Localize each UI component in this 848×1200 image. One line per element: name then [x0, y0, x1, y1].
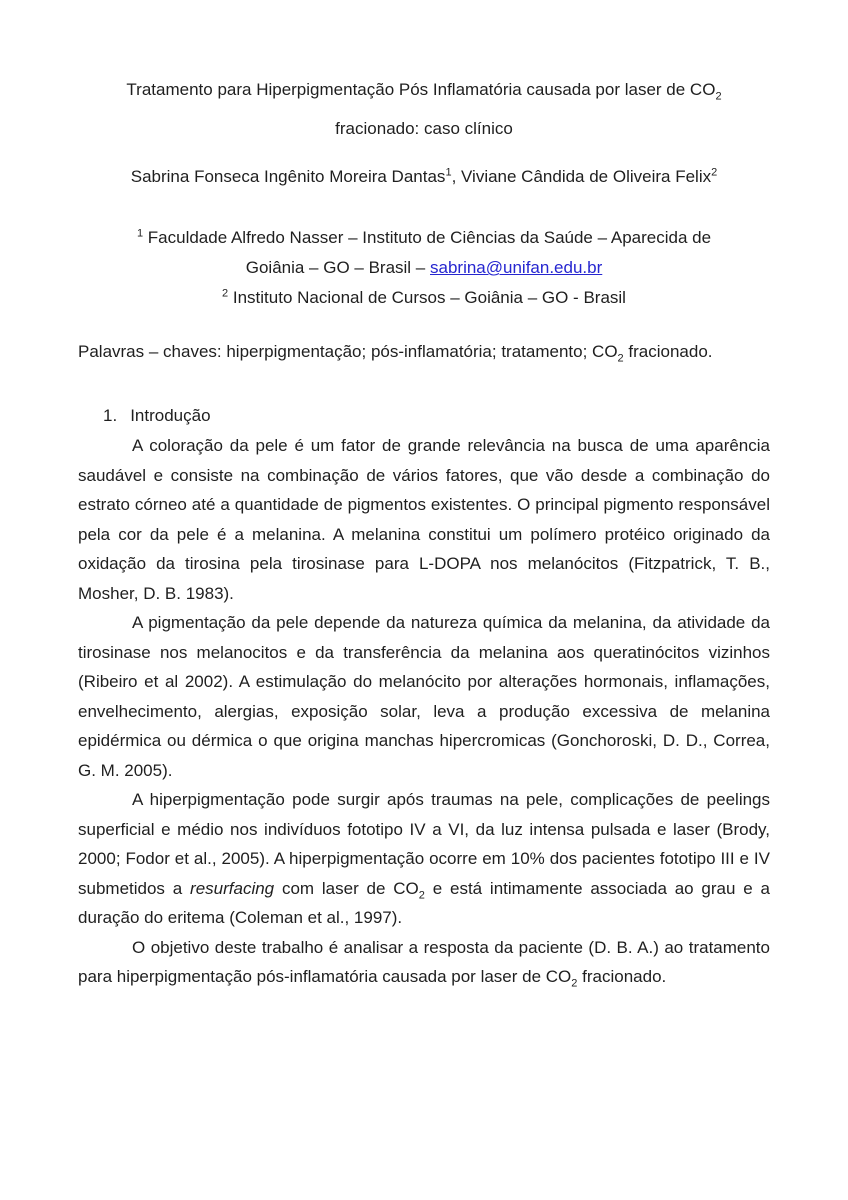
document-content — [78, 0, 770, 992]
affiliation-1-line2 — [78, 253, 770, 283]
affiliation-1-line1 — [78, 223, 770, 253]
text-segment: Tratamento para Hiperpigmentação Pós Inflamatória causada por laser de CO — [126, 80, 716, 99]
document-title — [78, 70, 770, 148]
text-segment: Faculdade Alfredo Nasser – Instituto de Ciências da Saúde – Aparecida de — [143, 228, 712, 247]
text-segment: Instituto Nacional de Cursos – Goiânia – GO - Brasil — [228, 288, 626, 307]
text-segment: fracionado. — [577, 967, 667, 986]
affiliation-2-line — [78, 283, 770, 313]
italic-text-segment: resurfacing — [190, 878, 275, 898]
sup-text-segment: 1 — [136, 227, 144, 240]
sup-text-segment: 1 — [445, 166, 452, 179]
keywords-line — [78, 337, 770, 367]
text-segment: com laser de CO — [274, 878, 419, 898]
text-segment: A coloração da pele é um fator de grande relevância na busca de uma aparência saudável e consiste na combinação de vários fatores, que vão desde a combinação do estrato córneo até a quantidade de pigmentos existentes. O principal pigmento responsável pela cor da pele é a melanina. A melanina constitui um polímero protéico originado da oxidação da tirosina pela tirosinase para L-DOPA nos melanócitos (Fitzpatrick, T. B., Mosher, D. B. 1983). — [78, 436, 770, 603]
text-segment: e está intimamente associada ao grau e a duração do eritema (Coleman et al., 1997). — [78, 878, 770, 927]
affiliations-block — [78, 223, 770, 313]
section-heading-introducao — [78, 401, 770, 431]
paragraph-3 — [78, 785, 770, 933]
text-segment: fracionado. — [623, 342, 713, 361]
text-segment: A pigmentação da pele depende da natureza química da melanina, da atividade da tirosinase nos melanocitos e da transferência da melanina aos queratinócitos vizinhos (Ribeiro et al 2002). A estimulação do melanócito por alterações hormonais, inflamações, envelhecimento, alergias, exposição solar, leva a produção excessiva de melanina epidérmica ou dérmica o que origina manchas hipercromicas (Gonchoroski, D. D., Correa, G. M. 2005). — [78, 613, 770, 780]
document-title-line2: fracionado: caso clínico — [335, 119, 513, 138]
paragraph-4 — [78, 933, 770, 992]
sub-text-segment: 2 — [571, 977, 578, 990]
text-segment: Sabrina Fonseca Ingênito Moreira Dantas — [130, 167, 446, 186]
section-number: 1. — [103, 406, 118, 425]
text-segment: Palavras – chaves: hiperpigmentação; pós-inflamatória; tratamento; CO — [78, 342, 618, 361]
section-label: Introdução — [130, 406, 211, 425]
text-segment: , Viviane Cândida de Oliveira Felix — [451, 167, 712, 186]
email-link[interactable]: sabrina@unifan.edu.br — [430, 258, 603, 277]
sub-text-segment: 2 — [418, 888, 425, 901]
authors-line — [78, 162, 770, 192]
text-segment: O objetivo deste trabalho é analisar a resposta da paciente (D. B. A.) ao tratamento para hiperpigmentação pós-inflamatória causada por laser de CO — [78, 937, 770, 986]
sup-text-segment: 2 — [711, 166, 718, 179]
text-segment: A hiperpigmentação pode surgir após traumas na pele, complicações de peelings superficial e médio nos indivíduos fototipo IV a VI, da luz intensa pulsada e laser (Brody, 2000; Fodor et al., 2005). A hiperpigmentação ocorre em 10% dos pacientes fototipo III e IV submetidos a — [78, 790, 770, 898]
affiliation-1-line2-text: Goiânia – GO – Brasil – — [245, 258, 430, 277]
document-title-line1 — [78, 70, 770, 109]
sub-text-segment: 2 — [617, 352, 624, 365]
paragraph-2 — [78, 608, 770, 785]
sup-text-segment: 2 — [222, 287, 229, 300]
paragraph-1 — [78, 431, 770, 608]
sub-text-segment: 2 — [715, 90, 722, 103]
